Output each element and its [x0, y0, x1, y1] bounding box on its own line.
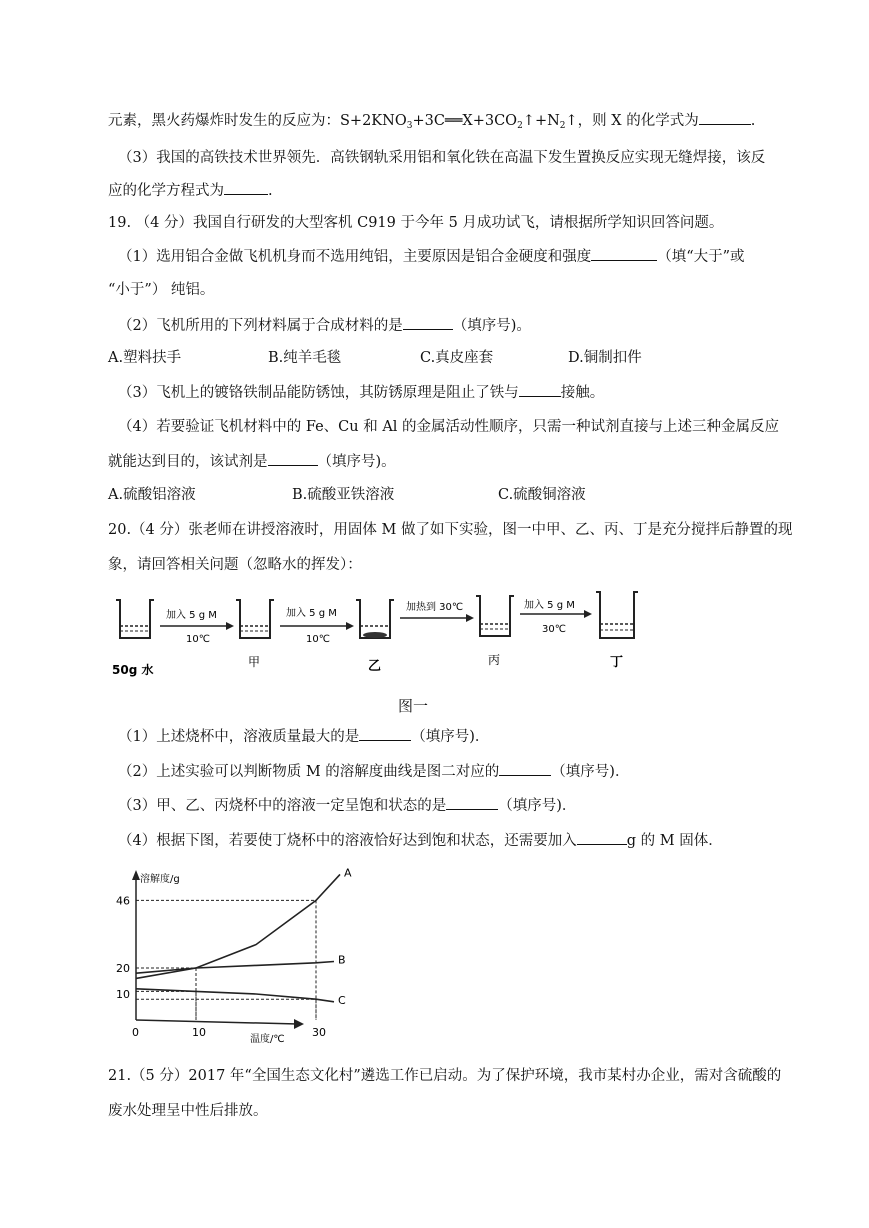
x-axis	[136, 1020, 298, 1024]
q20-part3	[118, 795, 576, 816]
q19-part3	[118, 382, 604, 403]
q18-text: ↑+N	[522, 113, 560, 129]
q19-text: （3）飞机上的镀铬铁制品能防锈蚀，其防锈原理是阻止了铁与	[118, 385, 519, 401]
series-label-C: C	[338, 993, 346, 1007]
beaker-ding	[596, 592, 638, 638]
q19-part4-line2	[108, 451, 396, 472]
q18-text: ↑，则 X 的化学式为	[565, 113, 699, 129]
answer-blank[interactable]	[359, 726, 411, 741]
beaker-label-ding: 丁	[610, 655, 624, 670]
arrow-3-top: 加热到 30℃	[406, 602, 464, 613]
arrow-4	[520, 598, 592, 635]
q20-text: （4）根据下图，若要使丁烧杯中的溶液恰好达到饱和状态，还需要加入	[118, 833, 577, 849]
subscript: 2	[517, 121, 523, 131]
answer-blank[interactable]	[224, 180, 268, 195]
figure-one-caption: 图一	[398, 697, 429, 715]
q19-p2-option-a: A.塑料扶手	[108, 350, 182, 366]
q18-text: 应的化学方程式为	[108, 183, 224, 199]
q19-text: （填序号)。	[317, 454, 396, 470]
x-axis-label: 温度/℃	[250, 1034, 285, 1045]
y-axis-label: 溶解度/g	[140, 874, 180, 885]
q19-part2	[118, 315, 531, 336]
q20-stem-line2: 象，请回答相关问题（忽略水的挥发）：	[108, 557, 362, 573]
answer-blank[interactable]	[446, 795, 498, 810]
q20-text: （1）上述烧杯中，溶液质量最大的是	[118, 729, 360, 745]
answer-blank[interactable]	[499, 761, 551, 776]
beaker-water	[116, 600, 154, 638]
answer-blank[interactable]	[403, 315, 453, 330]
arrow-2-top: 加入 5 g M	[286, 608, 337, 619]
series-label-B: B	[338, 953, 346, 967]
arrow-1-bottom: 10℃	[186, 634, 210, 645]
q19-text: （2）飞机所用的下列材料属于合成材料的是	[118, 318, 403, 334]
figure-one-beakers	[108, 588, 688, 683]
q19-part1-line1	[118, 246, 745, 267]
q20-text: g 的 M 固体．	[626, 833, 723, 849]
q20-stem-line1: 20.（4 分）张老师在讲授溶液时，用固体 M 做了如下实验，图一中甲、乙、丙、丁是充分搅拌后静置的现	[108, 522, 793, 538]
arrow-2-bottom: 10℃	[306, 634, 330, 645]
y-tick-label: 10	[116, 988, 130, 1001]
arrow-4-top: 加入 5 g M	[524, 600, 575, 611]
q19-p4-option-b: B.硫酸亚铁溶液	[292, 487, 395, 503]
beaker-label-water: 50g 水	[112, 663, 154, 677]
q19-text: 就能达到目的，该试剂是	[108, 454, 268, 470]
q20-text: （2）上述实验可以判断物质 M 的溶解度曲线是图二对应的	[118, 764, 500, 780]
beaker-jia	[236, 600, 274, 638]
q20-text: （3）甲、乙、丙烧杯中的溶液一定呈饱和状态的是	[118, 798, 447, 814]
beaker-label-yi: 乙	[368, 659, 382, 674]
q19-part4-line1: （4）若要验证飞机材料中的 Fe、Cu 和 Al 的金属活动性顺序，只需一种试剂直接与上述三种金属反应	[118, 419, 780, 435]
arrow-1-top: 加入 5 g M	[166, 610, 217, 621]
subscript: 3	[406, 121, 413, 131]
q20-part4	[118, 830, 723, 851]
series-label-A: A	[344, 866, 352, 880]
q20-text: （填序号)．	[498, 798, 577, 814]
beaker-yi	[356, 600, 394, 638]
q19-p2-option-c: C.真皮座套	[420, 350, 494, 366]
answer-blank[interactable]	[268, 451, 318, 466]
series-curve-B	[136, 962, 334, 974]
q18-text: .	[268, 183, 273, 199]
answer-blank[interactable]	[699, 110, 751, 125]
q18-line1	[108, 110, 755, 136]
y-tick-label: 20	[116, 962, 130, 975]
beaker-bing	[476, 596, 514, 636]
subscript: 2	[559, 121, 566, 131]
answer-blank[interactable]	[577, 830, 627, 845]
solubility-chart-svg	[108, 866, 352, 1046]
q18-part3-line2	[108, 180, 273, 201]
arrow-1	[160, 608, 234, 645]
q19-stem: 19. （4 分）我国自行研发的大型客机 C919 于今年 5 月成功试飞，请根据所学知识回答问题。	[108, 215, 724, 231]
arrow-3	[400, 600, 474, 622]
q20-part2	[118, 761, 629, 782]
answer-blank[interactable]	[591, 246, 657, 261]
q20-text: （填序号)．	[411, 729, 490, 745]
q19-p4-option-c: C.硫酸铜溶液	[498, 487, 586, 503]
beaker-label-jia: 甲	[248, 655, 261, 669]
q19-text: （填序号)。	[452, 318, 531, 334]
solubility-chart	[108, 866, 352, 1046]
q19-p2-option-b: B.纯羊毛毯	[268, 350, 342, 366]
q20-text: （填序号)．	[551, 764, 630, 780]
arrow-4-bottom: 30℃	[542, 624, 566, 635]
beaker-label-bing: 丙	[488, 653, 501, 667]
q21-line2: 废水处理呈中性后排放。	[108, 1103, 268, 1119]
x-tick-label: 30	[312, 1026, 326, 1039]
q18-text: .	[750, 113, 756, 129]
x-axis-arrow	[294, 1019, 304, 1029]
q19-p2-option-d: D.铜制扣件	[568, 350, 642, 366]
series-curve-C	[136, 989, 334, 1002]
answer-blank[interactable]	[519, 382, 561, 397]
x-tick-label: 0	[132, 1026, 139, 1039]
x-tick-label: 10	[192, 1026, 206, 1039]
q19-text: （填“大于”或	[657, 249, 745, 265]
q19-part1-line2: “小于”） 纯铝。	[108, 282, 215, 298]
q19-text: （1）选用铝合金做飞机机身而不选用纯铝，主要原因是铝合金硬度和强度	[118, 249, 592, 265]
q19-text: 接触。	[560, 385, 605, 401]
q18-text: +3C══X+3CO	[412, 113, 518, 129]
arrow-2	[280, 606, 354, 645]
beaker-diagram	[108, 588, 688, 683]
q19-p4-option-a: A.硫酸铝溶液	[108, 487, 196, 503]
q18-part3-line1: （3）我国的高铁技术世界领先．高铁钢轨采用铝和氧化铁在高温下发生置换反应实现无缝焊接，该反	[118, 150, 766, 166]
q20-part1	[118, 726, 489, 747]
q21-line1: 21.（5 分）2017 年“全国生态文化村”遴选工作已启动。为了保护环境，我市某村办企业，需对含硫酸的	[108, 1068, 782, 1084]
q18-text: 元素，黑火药爆炸时发生的反应为：S+2KNO	[108, 113, 407, 129]
y-axis-arrow	[132, 870, 140, 880]
y-tick-label: 46	[116, 894, 130, 908]
